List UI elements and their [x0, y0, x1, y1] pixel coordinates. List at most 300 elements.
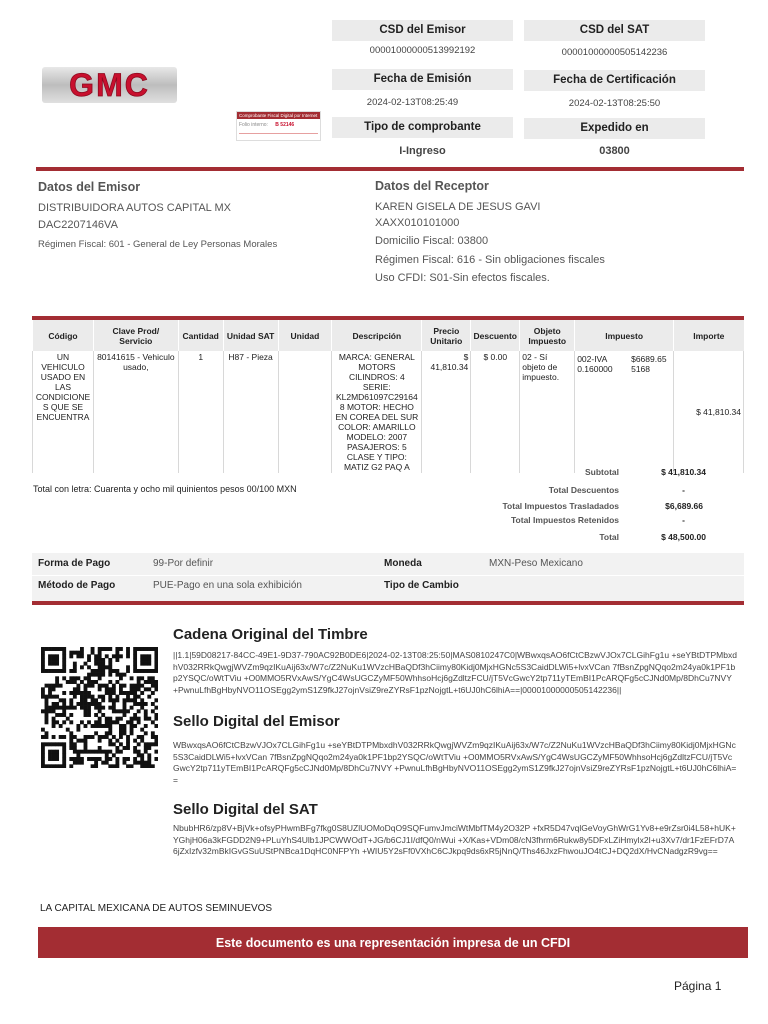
sello-emisor-text: WBwxqsAO6fCtCBzwVJOx7CLGihFg1u +seYBtDTPMbxdhV032RRkQwgjWVZm9qzIKuAij63x/W7c/Z2NuKu1WVzcHBaQDf3hCiimy80Kidj0MjxHGNc5S3CaidDLWi5+lvxVCan 7fBsnZpgNQqo2m24ya0k1PF1bp2YSQC/oWtTViu +O0MMO5RVxAwS/YgC4WsUGCZyMF50WhhsoHcj6gZdltzFCU/jT5VcGwcY2tp711yTEmBI1PcARQFg5cCJNd0Mp/8DhCu7NVY +PwnuLfhBgHbyNVO11OSEgg2ymS1Z9fkJ27ojnVsiZ9reZYRsF1pzNojgtL+t6UJ0hC6lhiA== — [173, 740, 737, 785]
qr-module — [144, 724, 148, 728]
qr-module — [151, 647, 155, 651]
qr-module — [112, 735, 116, 739]
qr-module — [119, 731, 123, 735]
qr-module — [80, 720, 84, 724]
qr-module — [41, 764, 45, 768]
qr-module — [69, 742, 73, 746]
qr-module — [137, 687, 141, 691]
qr-module — [147, 695, 151, 699]
qr-module — [41, 669, 45, 673]
qr-module — [41, 753, 45, 757]
qr-module — [140, 647, 144, 651]
qr-module — [98, 695, 102, 699]
qr-module — [115, 757, 119, 761]
qr-module — [151, 709, 155, 713]
qr-module — [105, 687, 109, 691]
qr-module — [62, 654, 66, 658]
qr-module — [87, 658, 91, 662]
qr-module — [151, 702, 155, 706]
qr-module — [130, 717, 134, 721]
qr-module — [115, 673, 119, 677]
qr-module — [87, 673, 91, 677]
qr-module — [144, 702, 148, 706]
qr-module — [123, 691, 127, 695]
cell-precio: $ 41,810.34 — [422, 351, 471, 473]
cell-objeto-text: 02 - Sí objeto de impuesto. — [522, 352, 560, 382]
qr-module — [133, 739, 137, 743]
qr-module — [73, 651, 77, 655]
qr-module — [126, 757, 130, 761]
qr-module — [144, 669, 148, 673]
qr-module — [98, 750, 102, 754]
qr-module — [137, 735, 141, 739]
qr-module — [154, 739, 158, 743]
qr-module — [112, 720, 116, 724]
qr-module — [140, 698, 144, 702]
qr-module — [66, 680, 70, 684]
qr-module — [105, 654, 109, 658]
qr-module — [140, 691, 144, 695]
qr-module — [151, 764, 155, 768]
qr-module — [59, 724, 63, 728]
qr-module — [48, 669, 52, 673]
qr-module — [98, 647, 102, 651]
qr-module — [91, 702, 95, 706]
qr-module — [45, 698, 49, 702]
qr-module — [133, 684, 137, 688]
trasladados-value: $6,689.66 — [665, 501, 703, 511]
qr-module — [112, 742, 116, 746]
qr-module — [140, 658, 144, 662]
qr-module — [55, 658, 59, 662]
qr-module — [151, 731, 155, 735]
qr-module — [80, 702, 84, 706]
qr-module — [137, 742, 141, 746]
qr-module — [140, 753, 144, 757]
qr-module — [91, 680, 95, 684]
qr-module — [151, 684, 155, 688]
emisor-name: DISTRIBUIDORA AUTOS CAPITAL MX — [38, 202, 231, 214]
qr-module — [48, 695, 52, 699]
qr-module — [147, 764, 151, 768]
qr-module — [130, 698, 134, 702]
qr-module — [52, 764, 56, 768]
qr-module — [154, 665, 158, 669]
qr-module — [115, 695, 119, 699]
qr-module — [84, 746, 88, 750]
qr-module — [108, 665, 112, 669]
qr-module — [123, 746, 127, 750]
qr-module — [80, 706, 84, 710]
qr-module — [48, 757, 52, 761]
qr-module — [154, 647, 158, 651]
payment-divider — [32, 601, 744, 605]
subtotal-value: $ 41,810.34 — [661, 467, 706, 477]
qr-module — [133, 695, 137, 699]
qr-module — [45, 706, 49, 710]
qr-module — [45, 702, 49, 706]
stamp-title: Comprobante Fiscal Digital por Internet — [237, 112, 320, 119]
qr-module — [123, 713, 127, 717]
qr-module — [62, 691, 66, 695]
qr-module — [123, 684, 127, 688]
qr-module — [140, 764, 144, 768]
qr-module — [108, 717, 112, 721]
qr-module — [133, 750, 137, 754]
qr-module — [52, 735, 56, 739]
qr-module — [73, 676, 77, 680]
qr-module — [94, 750, 98, 754]
qr-module — [80, 680, 84, 684]
qr-module — [87, 680, 91, 684]
qr-module — [119, 750, 123, 754]
qr-module — [98, 739, 102, 743]
qr-module — [130, 724, 134, 728]
qr-module — [154, 706, 158, 710]
qr-module — [112, 706, 116, 710]
qr-module — [41, 709, 45, 713]
qr-module — [154, 717, 158, 721]
col-precio: Precio Unitario — [422, 318, 471, 351]
qr-module — [48, 684, 52, 688]
qr-module — [41, 735, 45, 739]
qr-module — [154, 750, 158, 754]
qr-module — [87, 684, 91, 688]
qr-module — [119, 647, 123, 651]
gmc-logo — [42, 67, 177, 103]
qr-module — [69, 676, 73, 680]
cell-descripcion: MARCA: GENERAL MOTORS CILINDROS: 4 SERIE: KL2MD61097C29164 8 MOTOR: HECHO EN COREA DEL SUR COLOR: AMARILLO MODELO: 2007 PASAJEROS: 5 CLASE Y TIPO: MATIZ G2 PAQ A — [332, 351, 422, 473]
qr-module — [140, 662, 144, 666]
col-descripcion: Descripción — [332, 318, 422, 351]
qr-module — [98, 651, 102, 655]
qr-module — [69, 706, 73, 710]
cell-importe-text: $ 41,810.34 — [696, 407, 741, 417]
qr-module — [52, 695, 56, 699]
qr-module — [98, 702, 102, 706]
qr-module — [62, 665, 66, 669]
qr-module — [98, 724, 102, 728]
qr-module — [154, 662, 158, 666]
qr-module — [140, 739, 144, 743]
qr-module — [144, 662, 148, 666]
qr-module — [101, 724, 105, 728]
receptor-name: KAREN GISELA DE JESUS GAVI — [375, 201, 541, 213]
qr-module — [112, 691, 116, 695]
qr-module — [76, 757, 80, 761]
qr-module — [45, 647, 49, 651]
qr-module — [45, 669, 49, 673]
receptor-regimen: Régimen Fiscal: 616 - Sin obligaciones fiscales — [375, 254, 605, 266]
qr-module — [137, 676, 141, 680]
qr-module — [154, 724, 158, 728]
qr-module — [105, 691, 109, 695]
qr-module — [87, 757, 91, 761]
qr-module — [52, 750, 56, 754]
qr-module — [84, 739, 88, 743]
qr-module — [84, 709, 88, 713]
cadena-title: Cadena Original del Timbre — [173, 626, 368, 643]
qr-module — [98, 757, 102, 761]
receptor-rfc: XAXX010101000 — [375, 217, 460, 229]
qr-module — [94, 761, 98, 765]
qr-module — [144, 680, 148, 684]
qr-module — [52, 658, 56, 662]
qr-module — [108, 739, 112, 743]
qr-module — [94, 680, 98, 684]
qr-module — [119, 709, 123, 713]
qr-module — [147, 669, 151, 673]
qr-module — [62, 757, 66, 761]
qr-module — [147, 658, 151, 662]
qr-module — [137, 750, 141, 754]
qr-module — [154, 684, 158, 688]
qr-module — [76, 724, 80, 728]
qr-module — [94, 713, 98, 717]
qr-module — [55, 654, 59, 658]
cell-objeto — [520, 351, 575, 473]
qr-module — [108, 731, 112, 735]
qr-module — [41, 757, 45, 761]
cell-impuesto — [575, 351, 674, 473]
qr-module — [130, 691, 134, 695]
qr-module — [87, 695, 91, 699]
qr-module — [45, 742, 49, 746]
qr-module — [137, 709, 141, 713]
qr-module — [62, 713, 66, 717]
qr-module — [140, 702, 144, 706]
qr-module — [133, 658, 137, 662]
qr-module — [133, 665, 137, 669]
qr-module — [123, 761, 127, 765]
qr-module — [133, 698, 137, 702]
payment-row-divider — [32, 575, 744, 576]
col-codigo: Código — [33, 318, 94, 351]
qr-module — [80, 750, 84, 754]
qr-module — [154, 687, 158, 691]
qr-module — [55, 706, 59, 710]
qr-module — [52, 717, 56, 721]
retenidos-value: - — [682, 515, 685, 525]
qr-module — [115, 698, 119, 702]
qr-module — [105, 757, 109, 761]
cell-unidad-sat: H87 - Pieza — [223, 351, 278, 473]
qr-module — [76, 753, 80, 757]
qr-module — [94, 731, 98, 735]
col-clave: Clave Prod/ Servicio — [93, 318, 178, 351]
qr-module — [101, 673, 105, 677]
qr-module — [98, 676, 102, 680]
qr-module — [84, 735, 88, 739]
qr-module — [41, 742, 45, 746]
qr-module — [69, 651, 73, 655]
qr-module — [91, 698, 95, 702]
qr-module — [126, 739, 130, 743]
sello-sat-title: Sello Digital del SAT — [173, 801, 318, 818]
stamp-folio-label: Folio interno: — [239, 122, 268, 128]
receptor-title: Datos del Receptor — [375, 179, 489, 193]
svg-text:GMC: GMC — [69, 67, 150, 103]
qr-module — [115, 764, 119, 768]
qr-module — [119, 742, 123, 746]
qr-module — [87, 720, 91, 724]
qr-module — [55, 713, 59, 717]
qr-module — [87, 713, 91, 717]
qr-module — [108, 720, 112, 724]
qr-module — [119, 735, 123, 739]
qr-module — [123, 698, 127, 702]
qr-module — [126, 746, 130, 750]
receptor-uso: Uso CFDI: S01-Sin efectos fiscales. — [375, 272, 550, 284]
qr-module — [48, 687, 52, 691]
qr-module — [80, 651, 84, 655]
qr-module — [41, 750, 45, 754]
qr-module — [84, 724, 88, 728]
qr-module — [84, 698, 88, 702]
qr-module — [133, 662, 137, 666]
qr-module — [140, 761, 144, 765]
qr-module — [115, 720, 119, 724]
qr-module — [126, 669, 130, 673]
qr-module — [41, 746, 45, 750]
qr-module — [91, 750, 95, 754]
cell-importe — [674, 351, 744, 473]
qr-module — [62, 698, 66, 702]
qr-module — [52, 654, 56, 658]
page-number: Página 1 — [674, 979, 722, 993]
fecha-emision-value: 2024-02-13T08:25:49 — [366, 97, 459, 108]
qr-module — [80, 691, 84, 695]
qr-module — [144, 731, 148, 735]
qr-module — [115, 654, 119, 658]
qr-module — [94, 702, 98, 706]
qr-module — [108, 695, 112, 699]
qr-module — [59, 742, 63, 746]
cell-unidad — [278, 351, 332, 473]
col-descuento: Descuento — [471, 318, 520, 351]
fecha-cert-value: 2024-02-13T08:25:50 — [568, 98, 661, 109]
qr-module — [140, 669, 144, 673]
qr-module — [108, 742, 112, 746]
metodo-pago-label: Método de Pago — [38, 580, 116, 591]
qr-module — [147, 647, 151, 651]
qr-module — [133, 746, 137, 750]
sello-emisor-title: Sello Digital del Emisor — [173, 713, 340, 730]
qr-module — [62, 750, 66, 754]
qr-code — [41, 647, 158, 768]
qr-module — [112, 764, 116, 768]
qr-module — [126, 764, 130, 768]
qr-module — [123, 709, 127, 713]
qr-module — [73, 687, 77, 691]
qr-module — [48, 742, 52, 746]
qr-module — [55, 676, 59, 680]
qr-module — [133, 687, 137, 691]
qr-module — [98, 658, 102, 662]
qr-module — [140, 684, 144, 688]
impuesto-code: 002-IVA 0.160000 — [577, 354, 613, 374]
qr-module — [98, 717, 102, 721]
qr-module — [133, 761, 137, 765]
qr-module — [94, 669, 98, 673]
qr-module — [115, 680, 119, 684]
qr-module — [69, 720, 73, 724]
qr-module — [91, 673, 95, 677]
qr-module — [119, 728, 123, 732]
qr-module — [151, 691, 155, 695]
qr-module — [48, 709, 52, 713]
qr-module — [98, 746, 102, 750]
qr-module — [62, 720, 66, 724]
qr-module — [76, 691, 80, 695]
qr-module — [91, 669, 95, 673]
qr-module — [84, 702, 88, 706]
qr-module — [108, 750, 112, 754]
qr-module — [80, 757, 84, 761]
qr-module — [126, 742, 130, 746]
qr-module — [144, 764, 148, 768]
qr-module — [91, 684, 95, 688]
qr-module — [52, 757, 56, 761]
qr-module — [55, 720, 59, 724]
qr-module — [45, 709, 49, 713]
qr-module — [62, 746, 66, 750]
qr-module — [101, 669, 105, 673]
cadena-text: ||1.1|59D08217-84CC-49E1-9D37-790AC92B0DE6|2024-02-13T08:25:50|MAS0810247C0|WBwxqsAO6fCtCBzwVJOx7CLGihFg1u +seYBtDTPMbxdhV032RRkQwgjWVZm9qzIKuAij63x/W7c/Z2NuKu1WVzcHBaQDf3hCiimy80Kidj0MjxHGNc5S3CaidDLWi5+lvxVCan 7fBsnZpgNQqo2m24ya0k1PF1bp2YSQC/oWtTViu +O0MMO5RVxAwS/YgC4WsUGCZyMF50WhhsoHcj6gZdltzFCU/jT5VcGwcY2tp711yTEmBI1PcARQFg5cCJNd0Mp/8DhCu7NVY +PwnuLfhBgHbyNVO11OSEgg2ymS1Z9fkJ27ojnVsiZ9reZYRsF1pzNojgtL+t6UJ0hC6lhiA==|00001000000505142236|| — [173, 650, 737, 695]
table-row — [33, 351, 744, 473]
qr-module — [76, 687, 80, 691]
col-importe: Importe — [674, 318, 744, 351]
qr-module — [98, 735, 102, 739]
qr-module — [41, 728, 45, 732]
qr-module — [130, 728, 134, 732]
descuentos-label: Total Descuentos — [548, 485, 619, 495]
qr-module — [73, 735, 77, 739]
qr-module — [108, 680, 112, 684]
qr-module — [105, 717, 109, 721]
qr-module — [55, 695, 59, 699]
qr-module — [76, 684, 80, 688]
qr-module — [52, 724, 56, 728]
qr-module — [119, 654, 123, 658]
qr-module — [59, 684, 63, 688]
qr-module — [123, 706, 127, 710]
qr-module — [133, 724, 137, 728]
qr-module — [140, 757, 144, 761]
qr-module — [52, 702, 56, 706]
qr-module — [69, 731, 73, 735]
qr-module — [69, 691, 73, 695]
qr-module — [91, 724, 95, 728]
qr-module — [76, 654, 80, 658]
qr-module — [133, 702, 137, 706]
qr-module — [154, 680, 158, 684]
qr-module — [105, 724, 109, 728]
qr-module — [108, 647, 112, 651]
qr-module — [123, 731, 127, 735]
qr-module — [48, 750, 52, 754]
qr-module — [130, 720, 134, 724]
qr-module — [80, 739, 84, 743]
qr-module — [55, 764, 59, 768]
qr-module — [154, 669, 158, 673]
qr-module — [87, 750, 91, 754]
qr-module — [87, 709, 91, 713]
fiscal-stamp — [236, 111, 321, 141]
qr-module — [69, 654, 73, 658]
qr-module — [91, 695, 95, 699]
qr-module — [108, 698, 112, 702]
